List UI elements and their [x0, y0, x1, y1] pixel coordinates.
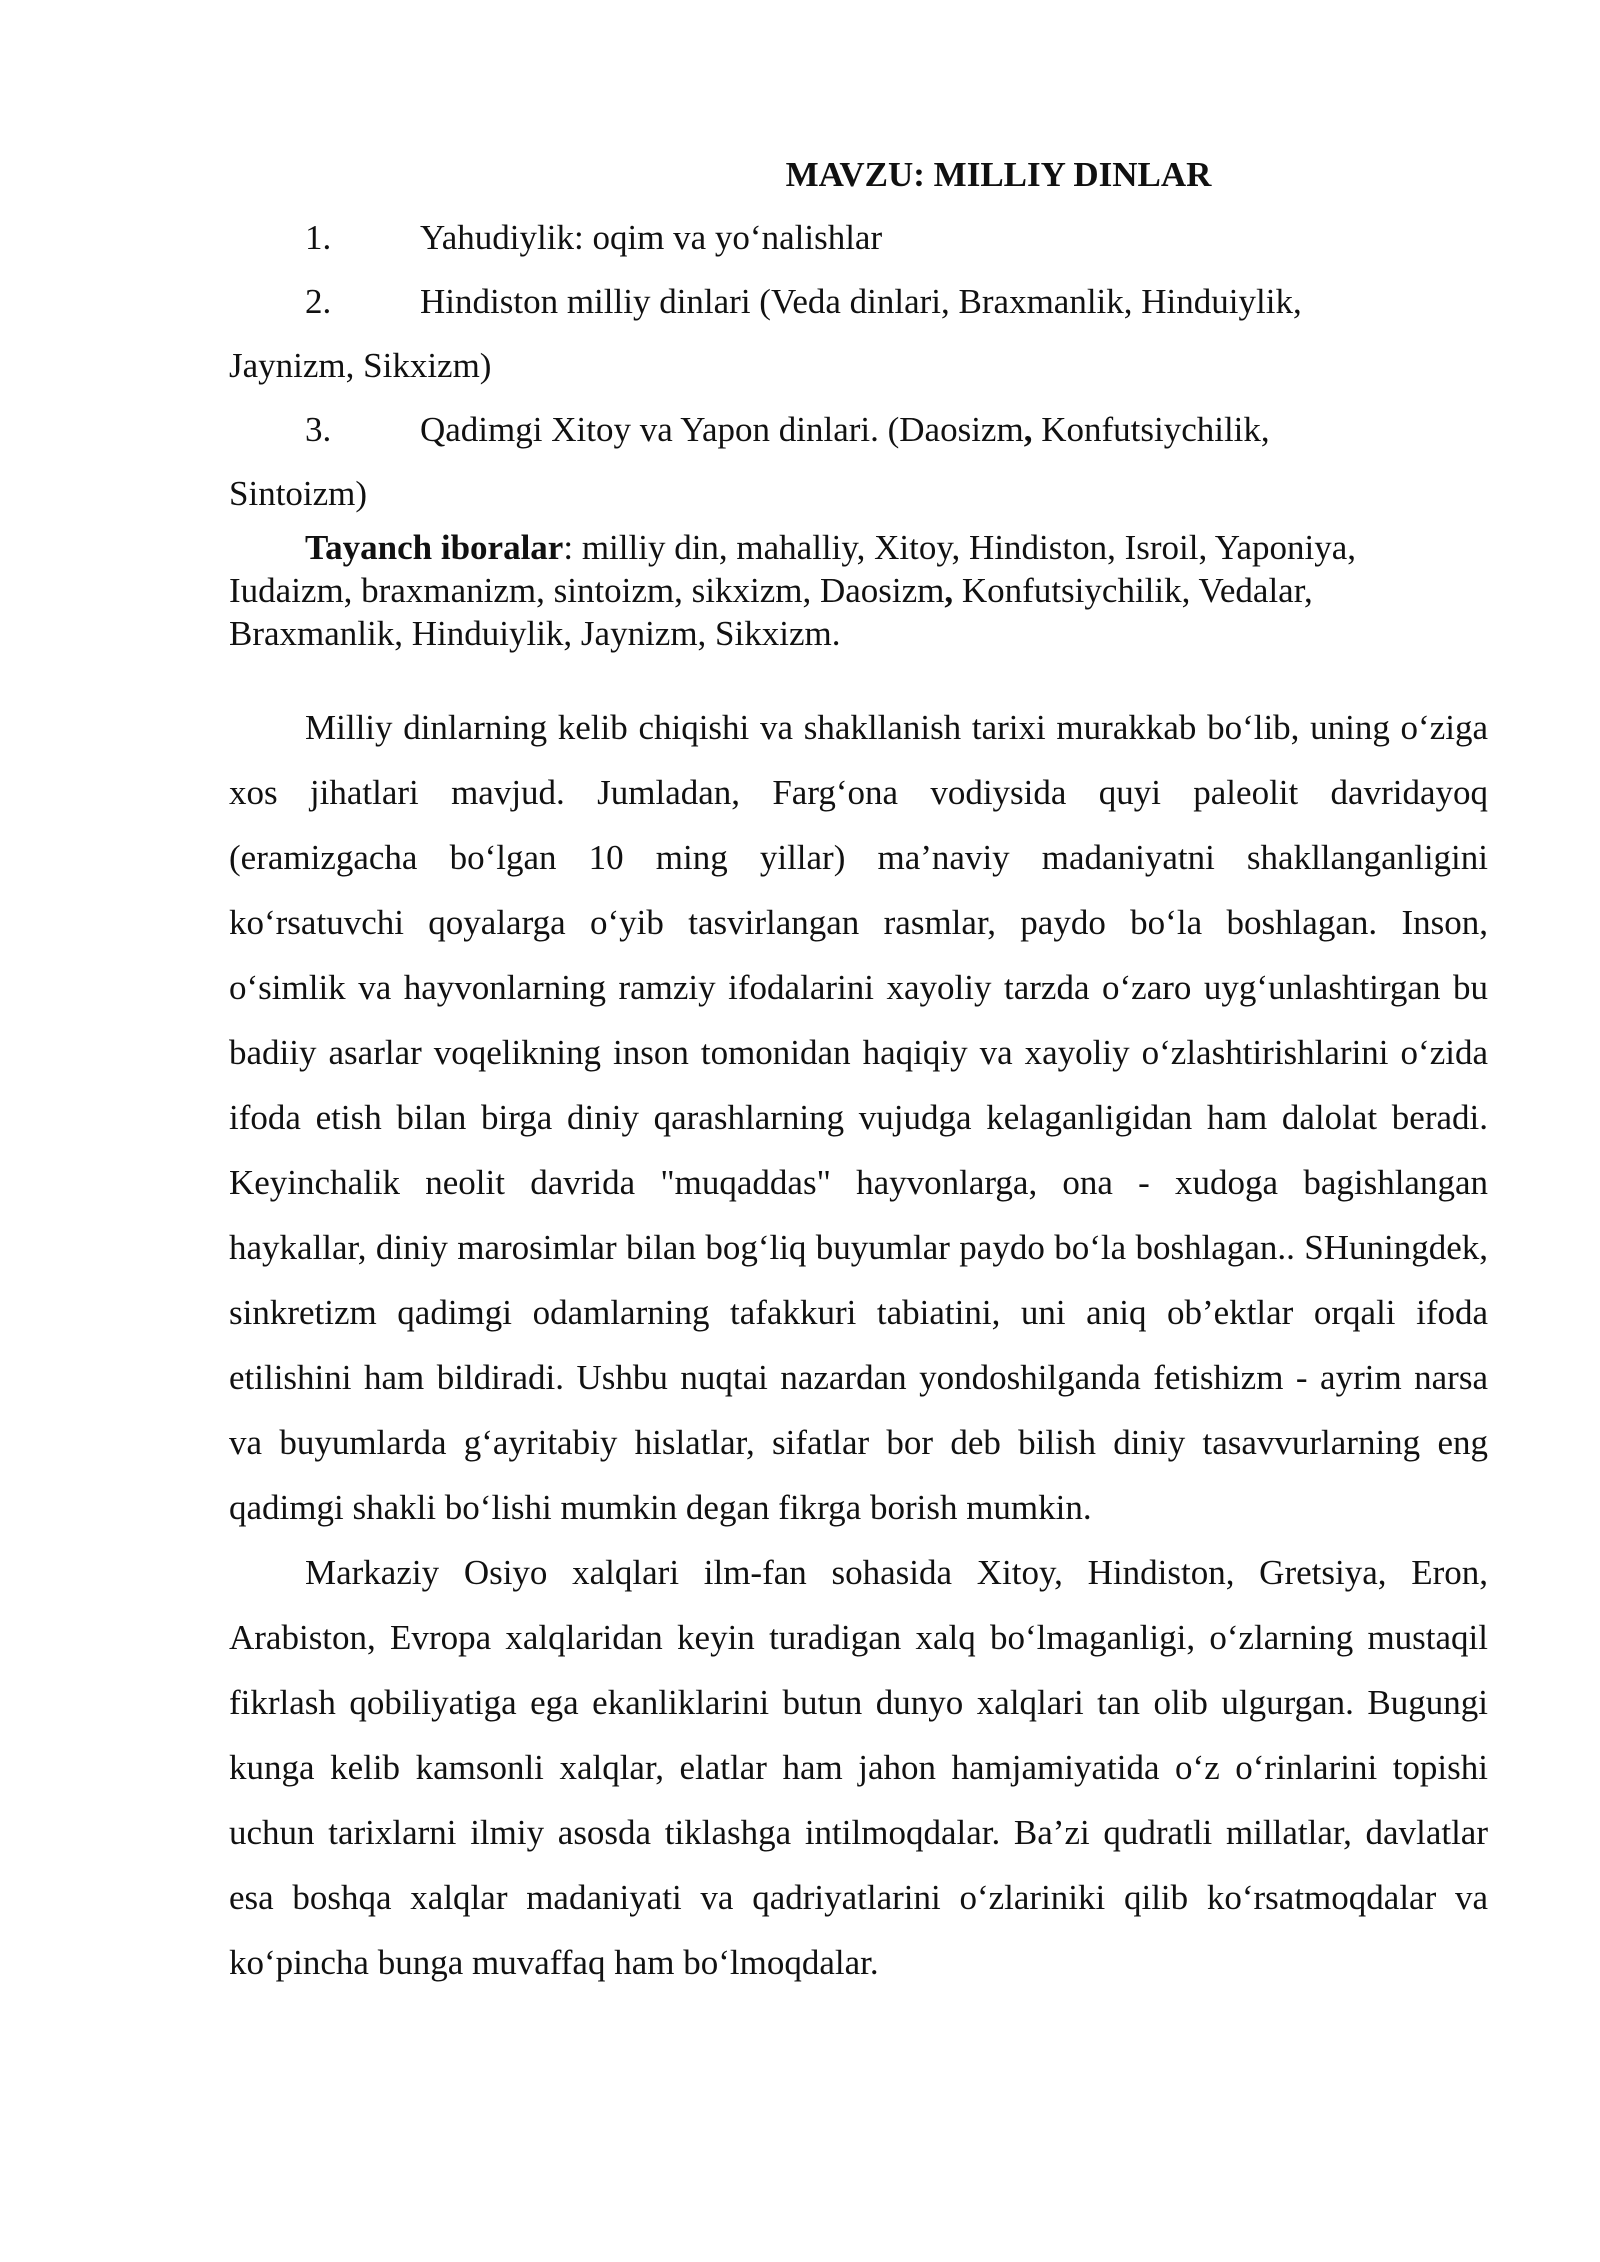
plan-item-continuation: Sintoizm) [229, 474, 368, 513]
plan-item-3 [229, 398, 1488, 526]
bold-comma: , [944, 571, 954, 610]
page-title: MAVZU: MILLIY DINLAR [785, 155, 1212, 194]
document-body [229, 150, 1488, 1995]
plan-item-number: 3. [305, 410, 332, 449]
plan-item-1 [229, 206, 1488, 270]
plan-item-number: 2. [305, 282, 332, 321]
plan-item-continuation: Jaynizm, Sikxizm) [229, 346, 492, 385]
body-paragraph-1: Milliy dinlarning kelib chiqishi va shakllanish tarixi murakkab bo‘lib, uning o‘ziga xos jihatlari mavjud. Jumladan, Farg‘ona vodiysida quyi paleolit davridayoq (eramizgacha bo‘lgan 10 ming yillar) ma’naviy madaniyatni shakllanganligini ko‘rsatuvchi qoyalarga o‘yib tasvirlangan rasmlar, paydo bo‘la boshlagan. Inson, o‘simlik va hayvonlarning ramziy ifodalarini xayoliy tarzda o‘zaro uyg‘unlashtirgan bu badiiy asarlar voqelikning inson tomonidan haqiqiy va xayoliy o‘zlashtirishlarini o‘zida ifoda etish bilan birga diniy qarashlarning vujudga kelaganligidan ham dalolat beradi. Keyinchalik neolit davrida "muqaddas" hayvonlarga, ona - xudoga bagishlangan haykallar, diniy marosimlar bilan bog‘liq buyumlar paydo bo‘la boshlagan.. SHuningdek, sinkretizm qadimgi odamlarning tafakkuri tabiatini, uni aniq ob’ektlar orqali ifoda etilishini ham bildiradi. Ushbu nuqtai nazardan yondoshilganda fetishizm - ayrim narsa va buyumlarda g‘ayritabiy hislatlar, sifatlar bor deb bilish diniy tasavvurlarning eng qadimgi shakli bo‘lishi mumkin degan fikrga borish mumkin. [229, 708, 1488, 1527]
plan-item-number: 1. [305, 218, 332, 257]
body-paragraph-2: Markaziy Osiyo xalqlari ilm-fan sohasida Xitoy, Hindiston, Gretsiya, Eron, Arabiston, Evropa xalqlaridan keyin turadigan xalq bo‘lmaganligi, o‘zlarning mustaqil fikrlash qobiliyatiga ega ekanliklarini butun dunyo xalqlari tan olib ulgurgan. Bugungi kunga kelib kamsonli xalqlar, elatlar ham jahon hamjamiyatida o‘z o‘rinlarini topishi uchun tarixlarni ilmiy asosda tiklashga intilmoqdalar. Ba’zi qudratli millatlar, davlatlar esa boshqa xalqlar madaniyati va qadriyatlarini o‘zlariniki qilib ko‘rsatmoqdalar va ko‘pincha bunga muvaffaq ham bo‘lmoqdalar. [229, 1553, 1488, 1982]
bold-comma: , [1023, 410, 1033, 449]
plan-item-text [420, 410, 1270, 449]
plan-item-text: Hindiston milliy dinlari (Veda dinlari, Braxmanlik, Hinduiylik, [420, 282, 1302, 321]
keywords-paragraph [229, 526, 1488, 655]
plan-item-text: Yahudiylik: oqim va yo‘nalishlar [420, 218, 883, 257]
plan-item-text-part: Qadimgi Xitoy va Yapon dinlari. (Daosizm [420, 410, 1024, 449]
keywords-label: Tayanch iboralar [305, 528, 564, 567]
plan-item-2 [229, 270, 1488, 398]
keywords-text: Konfutsiychilik, Vedalar, Braxmanlik, Hinduiylik, Jaynizm, Sikxizm. [229, 571, 1313, 653]
keywords-text: : milliy din, mahalliy, Xitoy, Hindiston, Isroil, Yaponiya, Iudaizm, braxmanizm, sintoizm, sikxizm, Daosizm [229, 528, 1357, 610]
plan-item-text-part: Konfutsiychilik, [1032, 410, 1270, 449]
